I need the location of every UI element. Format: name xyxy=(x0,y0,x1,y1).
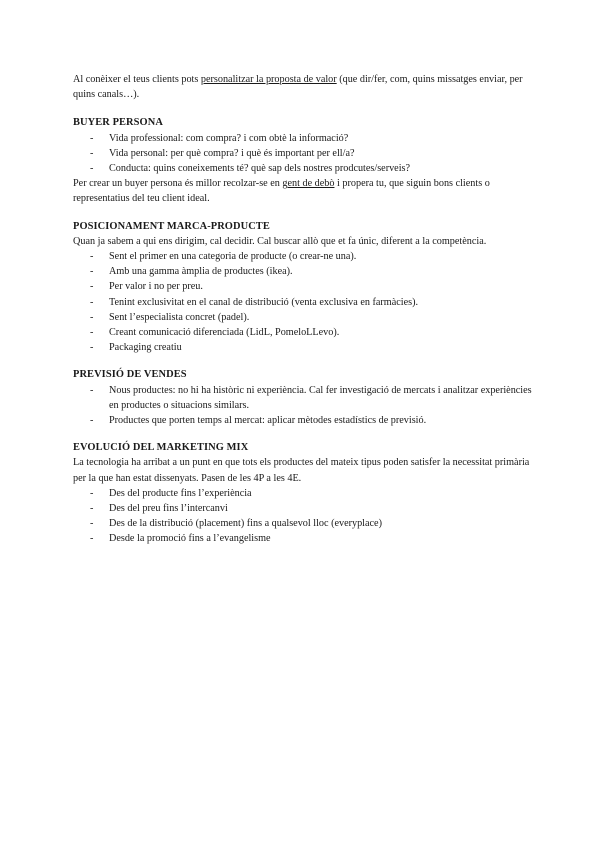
intro-text: Al conèixer el teus clients pots xyxy=(73,74,201,85)
list-item xyxy=(73,264,533,279)
list-item-text: Packaging creatiu xyxy=(109,342,182,354)
list-item xyxy=(73,161,533,176)
buyer-persona-list xyxy=(73,131,533,177)
previsio-heading: PREVISIÓ DE VENDES xyxy=(73,369,187,381)
intro-text-end: (que dir/fer, com, quins missatges enviar, per quins canals…). xyxy=(73,74,523,101)
list-item xyxy=(73,531,533,546)
list-item-text: Sent l’especialista concret (padel). xyxy=(109,311,250,323)
dash-bullet: - xyxy=(90,266,94,278)
dash-bullet: - xyxy=(90,415,94,427)
list-item xyxy=(73,249,533,264)
dash-bullet: - xyxy=(90,533,94,545)
list-item xyxy=(73,486,533,501)
list-item-text: Conducta: quins coneixements té? què sap dels nostres prodcutes/serveis? xyxy=(109,163,411,175)
list-item-text: Tenint exclusivitat en el canal de distribució (venta exclusiva en farmàcies). xyxy=(109,296,419,308)
list-item xyxy=(73,413,533,428)
note-text-end: i propera tu, que siguin bons clients o representatius del teu client ideal. xyxy=(73,178,490,205)
dash-bullet: - xyxy=(90,327,94,339)
list-item xyxy=(73,295,533,310)
evolucio-heading: EVOLUCIÓ DEL MARKETING MIX xyxy=(73,442,249,454)
list-item xyxy=(73,501,533,516)
previsio-list xyxy=(73,383,533,429)
list-item xyxy=(73,131,533,146)
list-item-text: Sent el primer en una categoria de producte (o crear-ne una). xyxy=(109,251,357,263)
list-item-text: Creant comunicació diferenciada (LidL, PomeloLLevo). xyxy=(109,327,340,339)
list-item-text: Desde la promoció fins a l’evangelisme xyxy=(109,533,271,545)
buyer-persona-heading: BUYER PERSONA xyxy=(73,117,163,129)
dash-bullet: - xyxy=(90,296,94,308)
list-item-text: Nous productes: no hi ha històric ni experiència. Cal fer investigació de mercats i analitzar experiències en productes o situacions similars. xyxy=(109,384,532,411)
intro-paragraph xyxy=(73,72,533,102)
dash-bullet: - xyxy=(90,147,94,159)
dash-bullet: - xyxy=(90,311,94,323)
list-item xyxy=(73,279,533,294)
posicionament-heading: POSICIONAMENT MARCA-PRODUCTE xyxy=(73,220,270,232)
dash-bullet: - xyxy=(90,251,94,263)
list-item-text: Per valor i no per preu. xyxy=(109,281,203,293)
list-item-text: Vida personal: per què compra? i què és important per ell/a? xyxy=(109,147,355,159)
note-underlined-phrase: gent de debò xyxy=(282,178,335,190)
list-item xyxy=(73,516,533,531)
note-text: Per crear un buyer persona és millor recolzar-se en xyxy=(73,178,283,190)
list-item xyxy=(73,310,533,325)
evolucio-list xyxy=(73,486,533,547)
list-item xyxy=(73,325,533,340)
dash-bullet: - xyxy=(90,281,94,293)
dash-bullet: - xyxy=(90,163,94,175)
buyer-persona-note xyxy=(73,176,533,206)
intro-underlined-phrase: personalitzar la proposta de valor xyxy=(200,74,337,85)
dash-bullet: - xyxy=(90,384,94,396)
posicionament-list xyxy=(73,249,533,355)
evolucio-intro: La tecnologia ha arribat a un punt en que tots els productes del mateix tipus poden satisfer la necessitat primària per la que han estat dissenyats. Pasen de les 4P a les 4E. xyxy=(73,457,530,484)
list-item-text: Amb una gamma àmplia de productes (ikea). xyxy=(109,266,293,278)
dash-bullet: - xyxy=(90,518,94,530)
document-body xyxy=(73,72,533,547)
list-item-text: Vida professional: com compra? i com obtè la informació? xyxy=(109,132,349,144)
list-item-text: Des de la distribució (placement) fins a qualsevol lloc (everyplace) xyxy=(109,518,382,530)
dash-bullet: - xyxy=(90,503,94,515)
list-item-text: Des del preu fins l’intercanvi xyxy=(109,503,228,515)
list-item xyxy=(73,383,533,413)
dash-bullet: - xyxy=(90,342,94,354)
list-item xyxy=(73,340,533,355)
dash-bullet: - xyxy=(90,132,94,144)
list-item-text: Des del producte fins l’experiència xyxy=(109,487,252,499)
list-item-text: Productes que porten temps al mercat: aplicar mètodes estadístics de previsió. xyxy=(109,415,427,427)
posicionament-intro: Quan ja sabem a qui ens dirigim, cal decidir. Cal buscar allò que et fa únic, diferent a la competència. xyxy=(73,235,487,247)
dash-bullet: - xyxy=(90,487,94,499)
list-item xyxy=(73,146,533,161)
